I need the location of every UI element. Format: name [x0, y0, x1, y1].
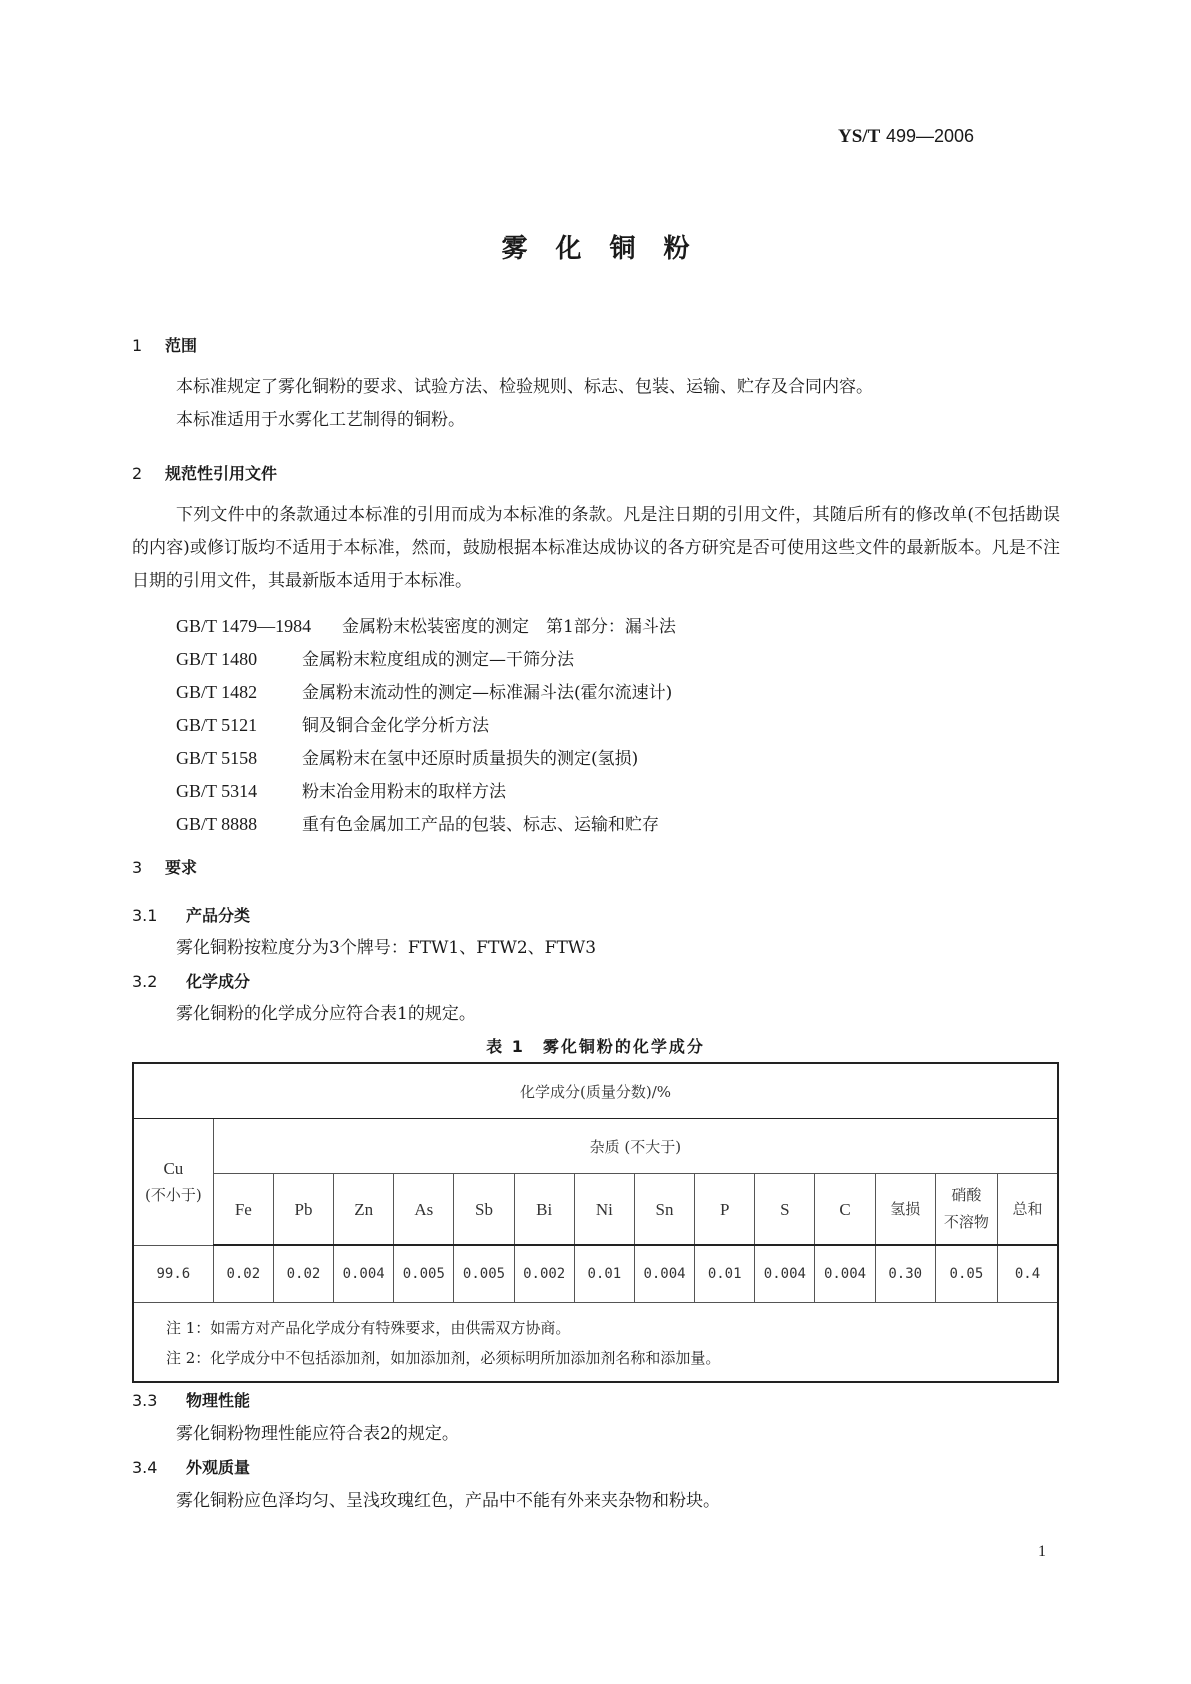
column-header: 氢损 — [875, 1174, 935, 1246]
table-note: 注 2：化学成分中不包括添加剂，如加添加剂，必须标明所加添加剂名称和添加量。 — [166, 1349, 721, 1367]
section-3-4-text: 雾化铜粉应色泽均匀、呈浅玫瑰红色，产品中不能有外来夹杂物和粉块。 — [176, 1491, 720, 1511]
column-header: Bi — [514, 1174, 574, 1246]
reference-code: GB/T 5314 — [176, 781, 258, 801]
section-number: 3 — [132, 858, 143, 877]
column-header: As — [394, 1174, 454, 1246]
section-number: 3.3 — [132, 1391, 158, 1410]
standard-number: 499—2006 — [885, 126, 975, 146]
column-header: P — [695, 1174, 755, 1246]
section-title: 化学成分 — [186, 972, 251, 991]
section-3-1-heading — [132, 903, 250, 926]
table-header-row — [133, 1119, 1058, 1174]
section-2-paragraph: 下列文件中的条款通过本标准的引用而成为本标准的条款。凡是注日期的引用文件，其随后所有的修改单(不包括勘误的内容)或修订版均不适用于本标准，然而，鼓励根据本标准达成协议的各方研究是否可使用这些文件的最新版本。凡是不注日期的引用文件，其最新版本适用于本标准。 — [132, 505, 1060, 591]
section-1-paragraph-2: 本标准适用于水雾化工艺制得的铜粉。 — [176, 410, 465, 430]
value-cell: 0.004 — [334, 1245, 394, 1303]
standard-code — [838, 126, 974, 148]
value-cell: 0.02 — [213, 1245, 273, 1303]
column-header: 总和 — [997, 1174, 1058, 1246]
cu-qualifier: (不小于) — [145, 1185, 202, 1204]
reference-code: GB/T 5121 — [176, 715, 258, 735]
cu-header-cell — [133, 1119, 213, 1246]
value-cell: 0.004 — [815, 1245, 875, 1303]
section-3-3-heading — [132, 1388, 250, 1411]
value-cell: 0.004 — [634, 1245, 694, 1303]
chemical-composition-table — [132, 1062, 1059, 1383]
section-number: 1 — [132, 336, 143, 355]
value-cell: 0.02 — [273, 1245, 333, 1303]
value-cell: 0.4 — [997, 1245, 1058, 1303]
table-notes-row — [133, 1303, 1058, 1383]
section-title: 产品分类 — [186, 906, 251, 925]
column-header: Ni — [574, 1174, 634, 1246]
page-number: 1 — [1038, 1543, 1046, 1560]
section-title: 范围 — [165, 336, 198, 355]
table-1-caption: 表 1 雾化铜粉的化学成分 — [486, 1037, 705, 1056]
cu-value-cell: 99.6 — [133, 1245, 213, 1303]
section-number: 3.4 — [132, 1458, 158, 1477]
reference-code: GB/T 1482 — [176, 682, 258, 702]
reference-title: 金属粉末流动性的测定—标准漏斗法(霍尔流速计) — [302, 683, 673, 703]
reference-code: GB/T 5158 — [176, 748, 258, 768]
impurity-header: 杂质 (不大于) — [213, 1119, 1058, 1174]
value-cell: 0.005 — [394, 1245, 454, 1303]
section-1-heading — [132, 333, 197, 356]
section-3-heading — [132, 855, 197, 878]
reference-item — [176, 711, 489, 736]
column-header-line: 不溶物 — [943, 1213, 989, 1231]
reference-item — [176, 645, 574, 670]
reference-item — [176, 744, 638, 769]
table-row — [133, 1245, 1058, 1303]
column-header: Pb — [273, 1174, 333, 1246]
value-cell: 0.005 — [454, 1245, 514, 1303]
column-header: Sb — [454, 1174, 514, 1246]
reference-title: 金属粉末松装密度的测定 第1部分：漏斗法 — [342, 617, 676, 637]
table-column-header-row — [133, 1174, 1058, 1246]
column-header: C — [815, 1174, 875, 1246]
reference-code: GB/T 1479—1984 — [176, 616, 312, 636]
reference-item — [176, 810, 659, 835]
section-number: 2 — [132, 464, 143, 483]
reference-title: 重有色金属加工产品的包装、标志、运输和贮存 — [302, 815, 659, 835]
reference-title: 金属粉末在氢中还原时质量损失的测定(氢损) — [302, 749, 639, 769]
reference-item — [176, 678, 672, 703]
reference-code: GB/T 8888 — [176, 814, 258, 834]
table-main-header: 化学成分(质量分数)/% — [133, 1063, 1058, 1119]
column-header-line: 硝酸 — [951, 1186, 982, 1204]
reference-item — [176, 612, 676, 637]
section-number: 3.2 — [132, 972, 158, 991]
cu-label: Cu — [163, 1158, 184, 1178]
section-title: 要求 — [165, 858, 198, 877]
reference-code: GB/T 1480 — [176, 649, 258, 669]
value-cell: 0.05 — [935, 1245, 997, 1303]
value-cell: 0.002 — [514, 1245, 574, 1303]
reference-title: 铜及铜合金化学分析方法 — [302, 716, 489, 736]
value-cell: 0.01 — [574, 1245, 634, 1303]
reference-title: 金属粉末粒度组成的测定—干筛分法 — [302, 650, 574, 670]
section-3-2-text: 雾化铜粉的化学成分应符合表1的规定。 — [176, 1004, 476, 1024]
column-header: Sn — [634, 1174, 694, 1246]
value-cell: 0.01 — [695, 1245, 755, 1303]
table-note: 注 1：如需方对产品化学成分有特殊要求，由供需双方协商。 — [166, 1319, 571, 1337]
table-header-row — [133, 1063, 1058, 1119]
section-1-paragraph-1: 本标准规定了雾化铜粉的要求、试验方法、检验规则、标志、包装、运输、贮存及合同内容。 — [176, 377, 873, 397]
column-header: S — [755, 1174, 815, 1246]
section-3-3-text: 雾化铜粉物理性能应符合表2的规定。 — [176, 1424, 459, 1444]
section-title: 规范性引用文件 — [165, 464, 278, 483]
table-notes — [133, 1303, 1058, 1383]
reference-title: 粉末冶金用粉末的取样方法 — [302, 782, 506, 802]
reference-item — [176, 777, 506, 802]
value-cell: 0.30 — [875, 1245, 935, 1303]
section-3-1-text: 雾化铜粉按粒度分为3个牌号：FTW1、FTW2、FTW3 — [176, 938, 597, 958]
section-3-4-heading — [132, 1455, 250, 1478]
column-header: Fe — [213, 1174, 273, 1246]
column-header-nitric-insoluble — [935, 1174, 997, 1246]
value-cell: 0.004 — [755, 1245, 815, 1303]
document-title: 雾化铜粉 — [501, 234, 718, 264]
section-number: 3.1 — [132, 906, 158, 925]
section-2-heading — [132, 461, 277, 484]
section-3-2-heading — [132, 969, 250, 992]
standard-prefix: YS/T — [838, 126, 881, 147]
section-title: 外观质量 — [186, 1458, 251, 1477]
column-header: Zn — [334, 1174, 394, 1246]
section-title: 物理性能 — [186, 1391, 251, 1410]
